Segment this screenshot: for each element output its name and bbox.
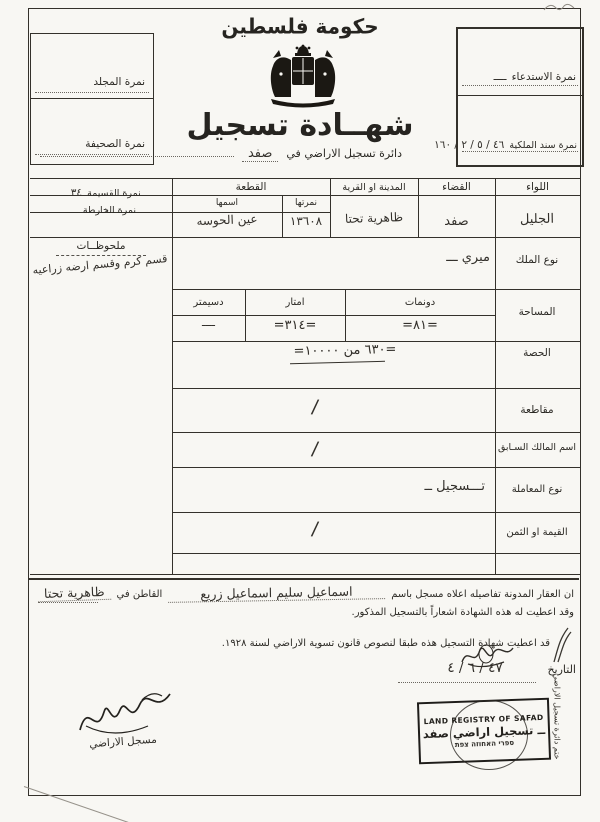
table-line <box>30 178 580 179</box>
property-type-label: نوع الملك <box>515 254 559 266</box>
sheet-dotted-line <box>35 154 149 155</box>
corner-mark <box>542 2 576 12</box>
share-value: =٦٣٠ من ١٠٠٠٠= <box>293 342 397 359</box>
summons-deed-box <box>434 27 584 167</box>
value-price-value: / <box>310 517 320 541</box>
date-value: ٤٧ / ٦ / ٤ <box>447 660 503 676</box>
deed-line <box>434 133 577 152</box>
stamp-text-arabic: ــ تسجيل اراضي صفد <box>422 722 546 741</box>
date-dotted-line <box>398 682 536 683</box>
government-title: حكومة فلسطين <box>221 13 379 39</box>
transaction-type-value: تـــسجيل ــ <box>424 479 485 494</box>
volume-dotted-line <box>35 92 149 93</box>
district-fee-label: مقاطعة <box>520 404 554 416</box>
area-meters-label: امتار <box>285 297 305 308</box>
deed-dotted-line <box>462 151 578 152</box>
value-parcel-name: عين الحوسه <box>196 211 258 229</box>
table-line <box>30 574 580 575</box>
header-parcel-name: اسمها <box>215 198 239 208</box>
footer-line3: قد اعطيت شهادة التسجيل هذه طبقا لنصوص قانون تسوية الاراضي لسنة ١٩٢٨. <box>221 638 550 649</box>
header-parcel: القطعة <box>235 181 267 193</box>
table-line <box>172 388 580 389</box>
value-city: ظاهرية تحتا <box>344 209 404 227</box>
deed-label: نمرة سند الملكية <box>509 140 577 151</box>
parcel-block-label: نمرة القسيمة <box>87 188 141 199</box>
volume-label: نمرة المجلد <box>93 76 145 88</box>
header-city: المدينة او القرية <box>342 182 406 193</box>
table-line <box>172 512 580 513</box>
box-divider <box>31 98 153 99</box>
value-price-label: القيمة او الثمن <box>506 527 568 538</box>
table-line <box>172 553 580 554</box>
footer-line2: وقد اعطيت له هذه الشهادة اشعاراً بالتسجيل المذكور. <box>351 607 574 618</box>
table-line <box>30 237 580 238</box>
summons-value: ــــ <box>493 70 507 83</box>
previous-owner-value: / <box>310 437 320 461</box>
header-subdistrict: القضاء <box>442 181 471 193</box>
area-decimeters-label: دسيمتر <box>193 297 224 308</box>
value-subdistrict: صفد <box>444 214 469 229</box>
header-parcel-number: نمرتها <box>294 198 318 208</box>
owner-name-value: اسماعيل سليم اسماعيل زريع <box>168 583 385 603</box>
area-decimeters-value: ــــ <box>202 316 215 329</box>
map-number-label: نمرة الخارطة <box>82 205 136 216</box>
box-divider <box>458 95 582 96</box>
footer-dotted-remnant <box>38 602 98 603</box>
summons-dotted-line <box>462 85 578 86</box>
registrar-label: مسجل الاراضي <box>88 733 158 751</box>
table-line <box>172 432 580 433</box>
sheet-label: نمرة الصحيفة <box>85 138 145 150</box>
department-label: دائرة تسجيل الاراضي في <box>286 147 402 160</box>
area-meters-value: =٣١٤= <box>273 318 317 333</box>
deed-value: ٤٦ / ٥ / ٢ / ١٦٠ <box>434 139 505 151</box>
stamp-circle <box>450 700 528 770</box>
table-line <box>172 467 580 468</box>
value-parcel-number: ١٣٦٠٨ <box>289 214 323 228</box>
certificate-title: شهــادة تسجيل <box>186 108 414 143</box>
footer-line1-prefix: ان العقار المدونة تفاصيله اعلاه مسجل باسم <box>391 589 574 600</box>
share-label: الحصة <box>523 347 551 359</box>
property-type-value: ميري ـــ <box>446 250 490 265</box>
notes-label: ملحوظــات <box>76 240 126 252</box>
footer-line1 <box>38 585 574 601</box>
residence-value: ظاهرية تحتا <box>38 584 111 603</box>
footer-line1-middle: القاطن في <box>116 589 163 600</box>
parcel-block-value: ٣٤ ــ <box>61 187 83 199</box>
header-district: اللواء <box>526 181 549 193</box>
stamp-text-hebrew: ספרי האחוזה צפת <box>454 738 515 749</box>
value-district: الجليل <box>519 211 555 228</box>
table-line <box>28 578 579 580</box>
area-label: المساحة <box>518 306 556 318</box>
area-dunums-label: دونمات <box>404 297 436 308</box>
map-number-line <box>32 198 170 217</box>
date-label: التاريخ <box>547 663 576 676</box>
stamp-text-english: LAND REGISTRY OF SAFAD <box>423 712 544 726</box>
notes-value: قسم كرم وقسم ارضه زراعيه <box>32 252 168 277</box>
transaction-type-label: نوع المعاملة <box>511 484 563 495</box>
district-fee-value: / <box>310 395 320 419</box>
table-line <box>172 178 173 575</box>
royal-coat-of-arms <box>261 44 345 108</box>
summons-line <box>494 65 576 84</box>
volume-sheet-box <box>30 33 154 165</box>
margin-flourish <box>546 626 572 666</box>
area-dunums-value: =٨١= <box>402 318 438 333</box>
table-line <box>172 289 580 290</box>
department-value: صفد <box>242 146 278 162</box>
previous-owner-label: اسم المالك السـابق <box>497 442 577 453</box>
map-number-value: ــــ <box>66 205 78 216</box>
summons-label: نمرة الاستدعاء <box>511 71 576 83</box>
stamp-side-text: ختم دائرة تسجيل الاراضي <box>552 673 562 760</box>
table-line <box>495 178 496 575</box>
